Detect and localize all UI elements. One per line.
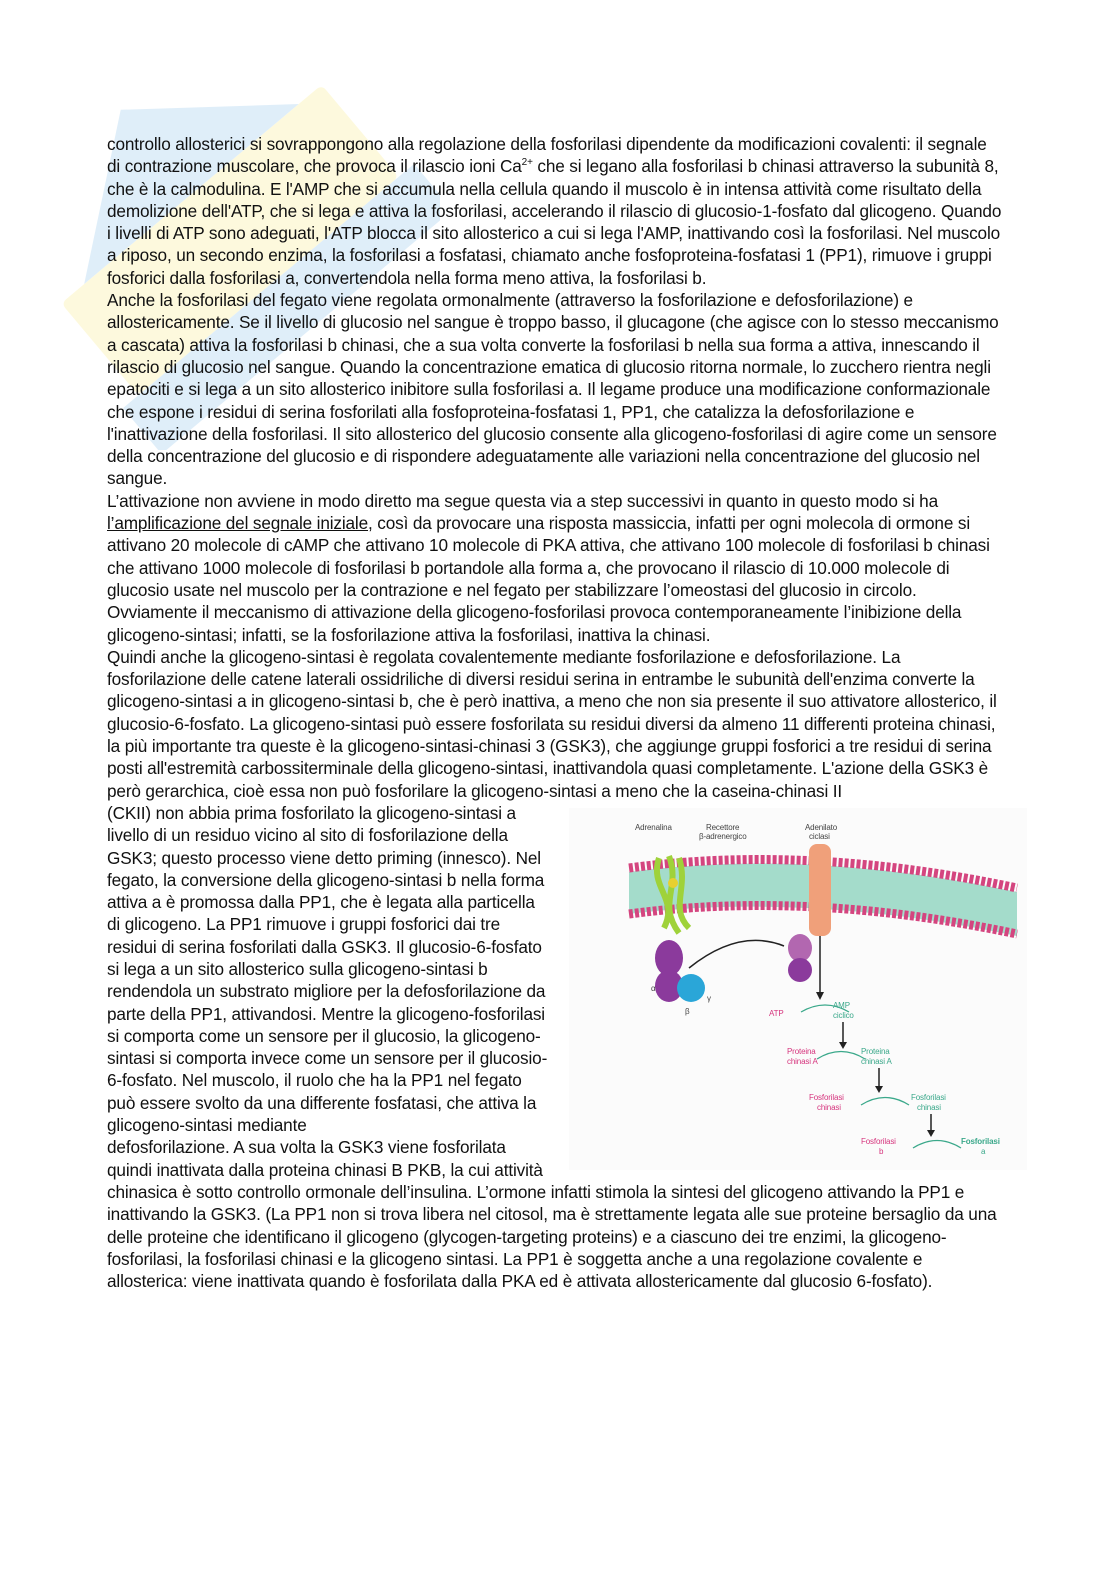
svg-text:chinasi: chinasi (817, 1102, 841, 1112)
paragraph-signal-amplification: L’attivazione non avviene in modo diretto ma segue questa via a step successivi in quanto in questo modo si ha l’amplificazione del segnale iniziale, così da provocare una risposta massiccia, infatti per ogni molecola di ormone si attivano 20 molecole di cAMP che attivano 10 molecole di PKA attiva, che attivano 100 molecole di fosforilasi b chinasi che attivano 1000 molecole di fosforilasi b portandole alla forma a, che provocano il rilascio di 10.000 molecole di glucosio usate nel muscolo per la contrazione e nel fegato per stabilizzare l’omeostasi del glucosio in circolo. (107, 490, 990, 600)
adenylate-cyclase-icon (809, 844, 831, 936)
svg-text:Fosforilasi: Fosforilasi (961, 1136, 1000, 1146)
svg-text:Fosforilasi: Fosforilasi (861, 1136, 896, 1146)
paragraph-synthase-regulation: Quindi anche la glicogeno-sintasi è regolata covalentemente mediante fosforilazione e defosforilazione. La fosforilazione delle catene laterali ossidriliche di diversi residui serina in entrambe le subunità dell'enzima converte la glicogeno-sintasi a in glicogeno-sintasi b, che è però inattiva, a meno che non sia presente il suo attivatore allosterico, il glucosio-6-fosfato. La glicogeno-sintasi può essere fosforilata su residui diversi da almeno 11 differenti proteina chinasi, la più importante tra queste è la glicogeno-sintasi-chinasi 3 (GSK3), che aggiunge gruppi fosforici a tre residui di serina posti all'estremità carbossiterminale della glicogeno-sintasi, inattivandola quasi completamente. L'azione della GSK3 è però gerarchica, cioè essa non può fosforilare la glicogeno-sintasi a meno che la caseina-chinasi II (107, 646, 997, 801)
svg-text:ciclasi: ciclasi (809, 831, 830, 841)
document-body (107, 133, 1002, 1292)
paragraph-allosteric-control: controllo allosterici si sovrappongono alla regolazione della fosforilasi dipendente da modificazioni covalenti: il segnale di contrazione muscolare, che provoca il rilascio ioni $Ca^{2+}$ che si legano alla fosforilasi b chinasi attraverso la subunità 8, che è la calmodulina. E l'AMP che si accumula nella cellula quando il muscolo è in intensa attività come risultato della demolizione dell'ATP, che si lega e attiva la fosforilasi, accelerando il rilascio di glucosio-1-fosfato dal glicogeno. Quando i livelli di ATP sono adeguati, l'ATP blocca il sito allosterico a cui si lega l'AMP, inattivando così la fosforilasi. Nel muscolo a riposo, un secondo enzima, la fosforilasi a fosfatasi, chiamato anche fosfoproteina-fosfatasi 1 (PP1), rimuove i gruppi fosforici dalla fosforilasi a, convertendola nella forma meno attiva, la fosforilasi b. (107, 134, 1002, 288)
svg-text:Fosforilasi: Fosforilasi (911, 1092, 946, 1102)
svg-text:a: a (981, 1146, 986, 1156)
signaling-cascade-figure (569, 808, 1027, 1170)
svg-text:β-adrenergico: β-adrenergico (699, 831, 747, 841)
cascade-diagram (569, 808, 1027, 1170)
paragraph-synthase-inhibition: Ovviamente il meccanismo di attivazione della glicogeno-fosforilasi provoca contemporaneamente l’inibizione della glicogeno-sintasi; infatti, se la fosforilazione attiva la fosforilasi, inattiva la chinasi. (107, 602, 962, 645)
svg-text:Proteina: Proteina (787, 1046, 816, 1056)
svg-text:ATP: ATP (769, 1008, 784, 1018)
svg-text:α: α (651, 983, 656, 993)
svg-text:AMP: AMP (833, 1000, 850, 1010)
svg-text:Recettore: Recettore (706, 822, 740, 832)
svg-text:Proteina: Proteina (861, 1046, 890, 1056)
svg-text:ciclico: ciclico (833, 1010, 854, 1020)
svg-text:γ: γ (707, 993, 711, 1003)
svg-text:Fosforilasi: Fosforilasi (809, 1092, 844, 1102)
paragraph-gsk3-insulin: defosforilazione. A sua volta la GSK3 viene fosforilata quindi inattivata dalla proteina chinasi B PKB, la cui attività chinasica è sotto controllo ormonale dell’insulina. L’ormone infatti stimola la sintesi del glicogeno attivando la PP1 e inattivando la GSK3. (La PP1 non si trova libera nel citosol, ma è strettamente legata alle sue proteine bersaglio da una delle proteine che identificano il glicogeno (glycogen-targeting proteins) e a ciascuno dei tre enzimi, la glicogeno-fosforilasi, la fosforilasi chinasi e la glicogeno sintasi. La PP1 è soggetta anche a una regolazione covalente e allosterica: viene inattivata quando è fosforilata dalla PKA ed è attivata allostericamente dal glucosio 6-fosfato). (107, 1137, 997, 1292)
svg-text:chinasi A: chinasi A (861, 1056, 892, 1066)
paragraph-priming: (CKII) non abbia prima fosforilato la glicogeno-sintasi a livello di un residuo vicino al sito di fosforilazione della GSK3; questo processo viene detto priming (innesco). Nel fegato, la conversione della glicogeno-sintasi b nella forma attiva a è promossa dalla PP1, che è legata alla particella di glicogeno. La PP1 rimuove i gruppi fosforici dai tre residui di serina fosforilati dalla GSK3. Il glucosio-6-fosfato si lega a un sito allosterico sulla glicogeno-sintasi b rendendola un substrato migliore per la defosforilazione da parte della PP1, attivandosi. Mentre la glicogeno-fosforilasi si comporta come un sensore per il glucosio, la glicogeno-sintasi si comporta invece come un sensore per il glucosio-6-fosfato. Nel muscolo, il ruolo che ha la PP1 nel fegato può essere svolto da una differente fosfatasi, che attiva la glicogeno-sintasi mediante (107, 802, 548, 1136)
paragraph-liver-phosphorylase: Anche la fosforilasi del fegato viene regolata ormonalmente (attraverso la fosforilazione e defosforilazione) e allostericamente. Se il livello di glucosio nel sangue è troppo basso, il glucagone (che agisce con lo stesso meccanismo a cascata) attiva la fosforilasi b chinasi, che a sua volta converte la fosforilasi b nella sua forma a attiva, innescando il rilascio di glucosio nel sangue. Quando la concentrazione ematica di glucosio ritorna normale, lo zucchero rientra negli epatociti e si lega a un sito allosterico inibitore sulla fosforilasi a. Il legame produce una modificazione conformazionale che espone i residui di serina fosforilati alla fosfoproteina-fosfatasi 1, PP1, che catalizza la defosforilazione e l'inattivazione della fosforilasi. Il sito allosterico del glucosio consente alla glicogeno-fosforilasi di agire come un sensore della concentrazione del glucosio e di rispondere adeguatamente alle variazioni nella concentrazione del glucosio nel sangue. (107, 290, 999, 489)
svg-text:Adrenalina: Adrenalina (635, 822, 672, 832)
underlined-phrase: l’amplificazione del segnale iniziale (107, 513, 369, 534)
svg-text:chinasi: chinasi (917, 1102, 941, 1112)
svg-text:Adenilato: Adenilato (805, 822, 838, 832)
svg-text:β: β (685, 1006, 690, 1016)
svg-text:b: b (879, 1146, 884, 1156)
svg-text:chinasi A: chinasi A (787, 1056, 818, 1066)
